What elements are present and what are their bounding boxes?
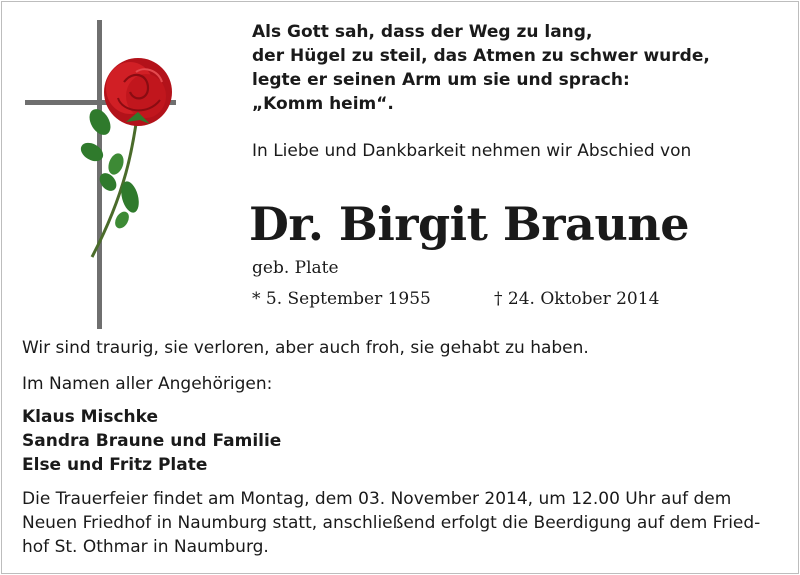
message: Wir sind traurig, sie verloren, aber auch froh, sie gehabt zu haben. <box>22 338 589 358</box>
death-date: † 24. Oktober 2014 <box>494 289 660 309</box>
farewell-intro: In Liebe und Dankbarkeit nehmen wir Abschied von <box>252 141 692 161</box>
verse-line: legte er seinen Arm um sie und sprach: <box>252 70 630 90</box>
family-intro: Im Namen aller Angehörigen: <box>22 374 273 394</box>
funeral-line: Neuen Friedhof in Naumburg statt, anschließend erfolgt die Beerdigung auf dem Fried- <box>22 513 761 533</box>
mourner-name: Sandra Braune und Familie <box>22 431 282 451</box>
mourner-name: Klaus Mischke <box>22 407 159 427</box>
verse-line: „Komm heim“. <box>252 94 394 114</box>
verse-line: der Hügel zu steil, das Atmen zu schwer wurde, <box>252 46 710 66</box>
deceased-name: Dr. Birgit Braune <box>249 197 689 251</box>
funeral-info <box>22 487 760 559</box>
maiden-name: geb. Plate <box>252 258 339 278</box>
funeral-line: hof St. Othmar in Naumburg. <box>22 537 269 557</box>
mourner-name: Else und Fritz Plate <box>22 455 208 475</box>
verse <box>252 20 710 116</box>
birth-date: * 5. September 1955 <box>252 289 431 309</box>
mourners-list <box>22 405 281 477</box>
verse-line: Als Gott sah, dass der Weg zu lang, <box>252 22 593 42</box>
rose-icon <box>78 52 188 264</box>
funeral-line: Die Trauerfeier findet am Montag, dem 03. November 2014, um 12.00 Uhr auf dem <box>22 489 732 509</box>
